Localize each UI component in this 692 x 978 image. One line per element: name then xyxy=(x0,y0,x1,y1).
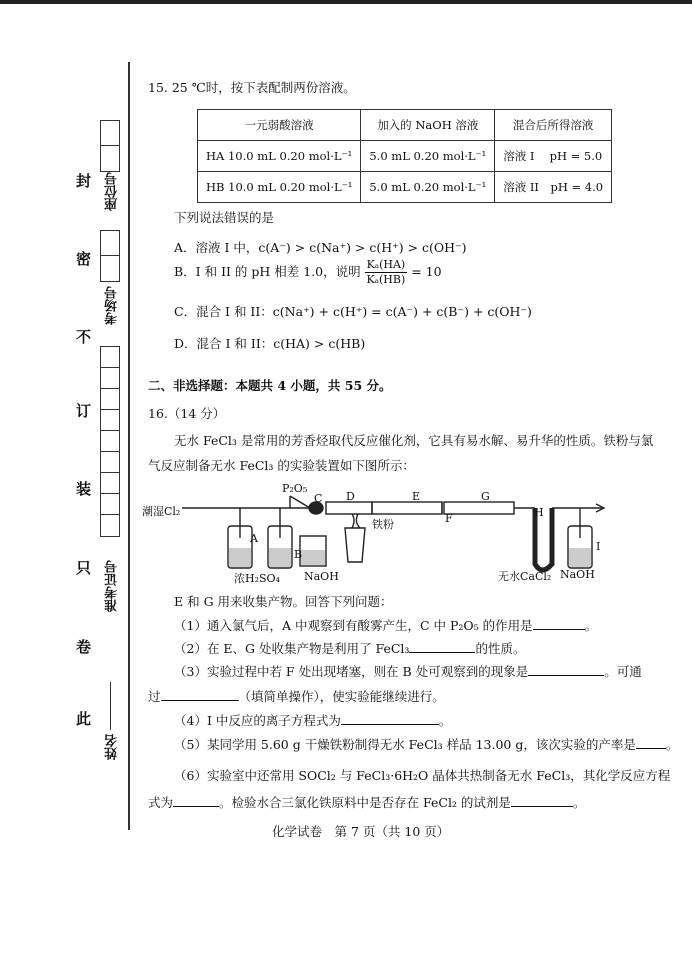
table-cell: 5.0 mL 0.20 mol·L⁻¹ xyxy=(361,141,495,172)
q16-note: E 和 G 用来收集产物。回答下列问题： xyxy=(174,594,393,609)
sub5-end: 。 xyxy=(665,737,679,752)
ka-numerator: Kₐ(HA) xyxy=(366,258,406,271)
label-naoh-bottle: NaOH xyxy=(560,568,595,581)
sub4-text: （4）I 中反应的离子方程式为 xyxy=(174,713,341,728)
flame xyxy=(352,514,360,528)
name-write-line xyxy=(110,682,111,730)
sub6-prefix: 式为 xyxy=(148,795,174,810)
seal-char-8: 此 xyxy=(76,710,92,728)
ticket-label: 准考证号 xyxy=(105,560,120,612)
q15-option-d: D．混合 I 和 II：c(HA) > c(HB) xyxy=(174,336,366,351)
table-cell: HA 10.0 mL 0.20 mol·L⁻¹ xyxy=(198,141,361,172)
ticket-number-grid xyxy=(100,346,120,537)
label-h: H xyxy=(534,506,544,519)
section-2-heading: 二、非选择题：本题共 4 小题，共 55 分。 xyxy=(148,378,392,393)
q16-heading: 16.（14 分） xyxy=(148,406,226,421)
table-cell: 溶液 I pH = 5.0 xyxy=(495,141,612,172)
seal-char-2: 密 xyxy=(76,250,92,268)
q16-sub2 xyxy=(174,639,525,657)
label-iron: 铁粉 xyxy=(372,518,394,531)
ka-denominator: Kₐ(HB) xyxy=(366,273,406,286)
table-header-acid: 一元弱酸溶液 xyxy=(198,110,361,141)
table-cell: HB 10.0 mL 0.20 mol·L⁻¹ xyxy=(198,172,361,203)
table-cell: 5.0 mL 0.20 mol·L⁻¹ xyxy=(361,172,495,203)
q16-intro-line1: 无水 FeCl₃ 是常用的芳香烃取代反应催化剂，它具有易水解、易升华的性质。铁粉与氯 xyxy=(174,433,654,448)
collection-tube-g xyxy=(444,502,514,514)
sub3-cont-text: 过 xyxy=(148,689,161,704)
sub3-end: （填简单操作），使实验能继续进行。 xyxy=(238,689,445,704)
q16-sub5 xyxy=(174,735,678,753)
label-d: D xyxy=(346,490,355,503)
collection-tube-e xyxy=(372,502,442,514)
label-p2o5: P₂O₅ xyxy=(282,482,308,495)
option-b-text: B．I 和 II 的 pH 相差 1.0，说明 xyxy=(174,264,361,279)
seal-char-5: 装 xyxy=(76,480,92,498)
sub3-mid: 。可通 xyxy=(604,664,642,679)
seal-char-3: 不 xyxy=(76,328,92,346)
q15-option-c: C．混合 I 和 II：c(Na⁺) + c(H⁺) = c(A⁻) + c(B⁻) + c(OH⁻) xyxy=(174,304,532,319)
label-e: E xyxy=(412,490,421,503)
q16-sub1 xyxy=(174,616,597,634)
q15-stem: 15. 25 ℃时，按下表配制两份溶液。 xyxy=(148,80,356,95)
label-g: G xyxy=(481,490,490,503)
seal-char-7: 卷 xyxy=(76,638,92,656)
sub2-text: （2）在 E、G 处收集产物是利用了 FeCl₃ xyxy=(174,641,410,656)
label-wet-cl2: 潮湿Cl₂ xyxy=(142,505,181,518)
q16-sub3 xyxy=(174,662,642,680)
q15-prompt: 下列说法错误的是 xyxy=(174,210,275,225)
label-b: B xyxy=(294,548,303,561)
q16-sub3-cont xyxy=(148,687,445,705)
sub5-text: （5）某同学用 5.60 g 干燥铁粉制得无水 FeCl₃ 样品 13.00 g，该次实验的产率是 xyxy=(174,737,636,752)
room-number-grid xyxy=(100,230,120,282)
table-cell: 溶液 II pH = 4.0 xyxy=(495,172,612,203)
q16-sub6: （6）实验室中还常用 SOCl₂ 与 FeCl₃·6H₂O 晶体共热制备无水 FeCl₃，其化学反应方程 xyxy=(174,768,671,783)
ka-ratio xyxy=(365,258,408,287)
sub6-end: 。 xyxy=(572,795,586,810)
answer-blank[interactable] xyxy=(511,794,573,807)
seal-char-1: 封 xyxy=(76,172,92,190)
label-c: C xyxy=(314,492,323,505)
alcohol-lamp xyxy=(345,528,365,562)
sub4-end: 。 xyxy=(438,713,452,728)
seat-label: 座位号 xyxy=(105,172,120,211)
label-cacl2: 无水CaCl₂ xyxy=(498,570,552,583)
room-label: 考场号 xyxy=(105,286,120,325)
q15-table xyxy=(197,109,612,203)
sub1-text: （1）通入氯气后，A 中观察到有酸雾产生，C 中 P₂O₅ 的作用是 xyxy=(174,618,533,633)
answer-blank[interactable] xyxy=(341,712,439,725)
page-footer: 化学试卷 第 7 页（共 10 页） xyxy=(272,824,450,839)
sub1-end: 。 xyxy=(584,618,598,633)
label-a: A xyxy=(250,532,258,545)
seal-char-6: 只 xyxy=(76,559,92,577)
answer-blank[interactable] xyxy=(528,663,604,676)
label-f: F xyxy=(445,512,453,525)
option-b-result: = 10 xyxy=(411,264,442,279)
binding-line xyxy=(128,62,130,830)
sub6-mid: 。检验水合三氯化铁原料中是否存在 FeCl₂ 的试剂是 xyxy=(219,795,511,810)
seal-char-4: 订 xyxy=(76,402,92,420)
reaction-tube-d xyxy=(326,502,372,514)
seat-number-grid xyxy=(100,120,120,172)
q16-intro-line2: 气反应制备无水 FeCl₃ 的实验装置如下图所示： xyxy=(148,458,415,473)
q15-option-a: A．溶液 I 中，c(A⁻) > c(Na⁺) > c(H⁺) > c(OH⁻) xyxy=(174,240,467,255)
sub2-end: 的性质。 xyxy=(475,641,526,656)
answer-blank[interactable] xyxy=(161,688,239,701)
q16-sub6-cont xyxy=(148,793,585,811)
q16-sub4 xyxy=(174,711,451,729)
top-border xyxy=(0,0,692,4)
label-i: I xyxy=(596,540,601,553)
answer-blank[interactable] xyxy=(533,617,585,630)
answer-blank[interactable] xyxy=(636,736,666,749)
q15-option-b xyxy=(174,258,442,287)
answer-blank[interactable] xyxy=(173,794,219,807)
table-header-naoh: 加入的 NaOH 溶液 xyxy=(361,110,495,141)
label-naoh-beaker: NaOH xyxy=(304,570,339,583)
name-label: 姓名 xyxy=(105,734,120,760)
label-h2so4: 浓H₂SO₄ xyxy=(234,572,280,585)
table-header-mixed: 混合后所得溶液 xyxy=(495,110,612,141)
sub3-text: （3）实验过程中若 F 处出现堵塞，则在 B 处可观察到的现象是 xyxy=(174,664,529,679)
answer-blank[interactable] xyxy=(409,640,475,653)
